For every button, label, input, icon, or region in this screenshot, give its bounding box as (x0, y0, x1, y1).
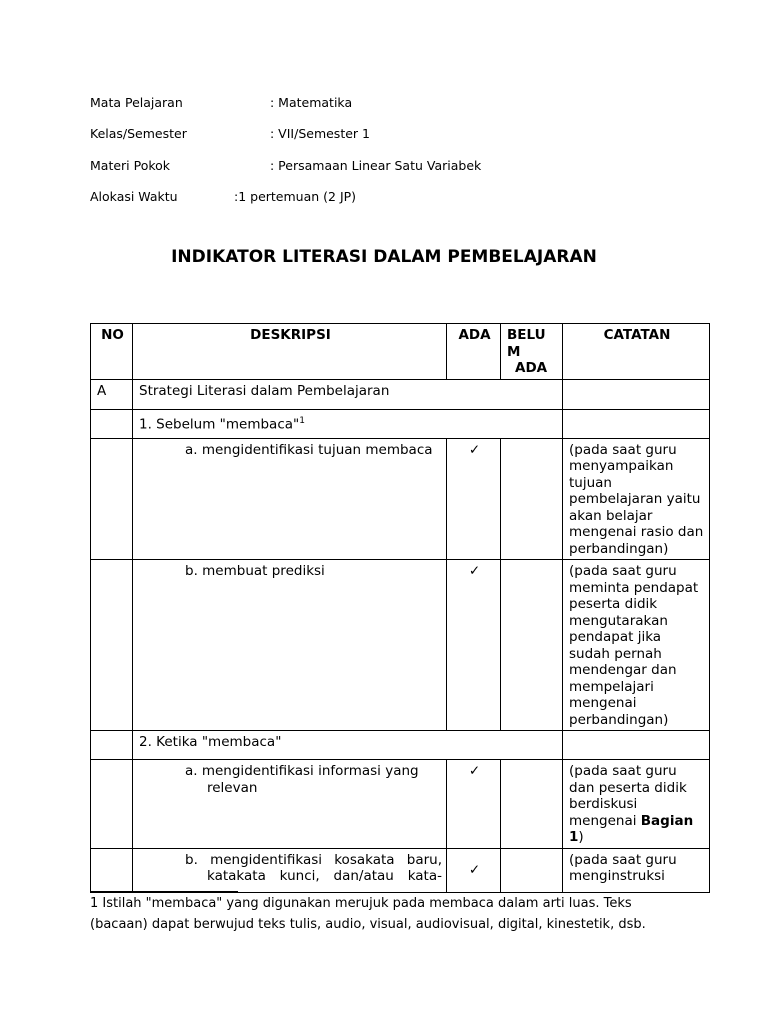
footnote-separator (90, 891, 238, 892)
table-row (91, 560, 710, 731)
row-desc: a. mengidentifikasi tujuan membaca (133, 438, 447, 560)
row-no (91, 560, 133, 731)
meta-value: :1 pertemuan (2 JP) (234, 189, 357, 204)
table-row (91, 848, 710, 892)
row-desc (133, 848, 447, 892)
row-catatan: (pada saat guru meminta pendapat peserta didik mengutarakan pendapat jika sudah pernah mendengar dan mempelajari mengenai perbandingan) (563, 560, 710, 731)
table-row (91, 438, 710, 560)
row-desc-line1: a. mengidentifikasi informasi yang (185, 763, 419, 779)
row-no (91, 731, 133, 760)
row-catatan: (pada saat guru menyampaikan tujuan pembelajaran yaitu akan belajar mengenai rasio dan perbandingan) (563, 438, 710, 560)
footnote: 1 Istilah "membaca" yang digunakan merujuk pada membaca dalam arti luas. Teks (bacaan) dapat berwujud teks tulis, audio, visual, audiovisual, digital, kinestetik, dsb. (90, 896, 646, 932)
check-icon: ✓ (447, 760, 501, 849)
meta-row-class (90, 126, 370, 142)
row-catatan (563, 760, 710, 849)
header-deskripsi: DESKRIPSI (133, 324, 447, 380)
check-icon: ✓ (447, 438, 501, 560)
meta-label: Kelas/Semester (90, 126, 187, 141)
table-header-row (91, 324, 710, 380)
meta-label: Mata Pelajaran (90, 95, 183, 110)
meta-value: : Matematika (270, 95, 353, 110)
row-desc: b. membuat prediksi (133, 560, 447, 731)
table-row-section-a (91, 379, 710, 409)
meta-label: Alokasi Waktu (90, 189, 178, 204)
row-desc (133, 760, 447, 849)
page-title: INDIKATOR LITERASI DALAM PEMBELAJARAN (171, 247, 597, 267)
header-no: NO (91, 324, 133, 380)
literacy-table (90, 323, 710, 893)
check-icon: ✓ (447, 560, 501, 731)
row-no (91, 438, 133, 560)
table-row (91, 760, 710, 849)
catatan-cell (563, 409, 710, 438)
header-catatan: CATATAN (563, 324, 710, 380)
group-label (133, 409, 563, 438)
meta-value: : VII/Semester 1 (270, 126, 370, 141)
belum-cell (501, 560, 563, 731)
catatan-cell (563, 731, 710, 760)
footnote-ref: 1 (299, 415, 305, 426)
meta-value: : Persamaan Linear Satu Variabek (270, 158, 482, 173)
row-no: A (91, 379, 133, 409)
header-ada: ADA (447, 324, 501, 380)
meta-row-subject (90, 95, 353, 111)
header-belum-ada-line3: ADA (515, 360, 548, 376)
catatan-text: (pada saat guru dan peserta didik berdiskusi mengenai (569, 763, 687, 829)
group-label-text: 1. Sebelum "membaca" (139, 416, 300, 432)
header-belum-ada (501, 324, 563, 380)
row-no (91, 760, 133, 849)
row-no (91, 848, 133, 892)
row-desc-line1: b. mengidentifikasi kosakata baru, (185, 851, 442, 868)
row-no (91, 409, 133, 438)
catatan-cell (563, 379, 710, 409)
belum-cell (501, 760, 563, 849)
belum-cell (501, 438, 563, 560)
meta-label: Materi Pokok (90, 158, 171, 173)
header-belum-ada-line1: BELU (507, 327, 546, 343)
header-belum-ada-line2: M (507, 343, 521, 360)
meta-row-time (90, 189, 357, 205)
table-row-group2 (91, 731, 710, 760)
table-row-group1 (91, 409, 710, 438)
meta-row-topic (90, 158, 482, 174)
group-label: 2. Ketika "membaca" (133, 731, 563, 760)
catatan-bold: Bagian 1 (569, 812, 694, 845)
row-desc-line2: relevan (207, 779, 258, 796)
row-catatan: (pada saat guru menginstruksi (563, 848, 710, 892)
belum-cell (501, 848, 563, 892)
row-desc-line2: katakata kunci, dan/atau kata- (207, 868, 442, 884)
check-icon: ✓ (447, 848, 501, 892)
section-label: Strategi Literasi dalam Pembelajaran (133, 379, 563, 409)
catatan-text-end: ) (578, 829, 584, 845)
